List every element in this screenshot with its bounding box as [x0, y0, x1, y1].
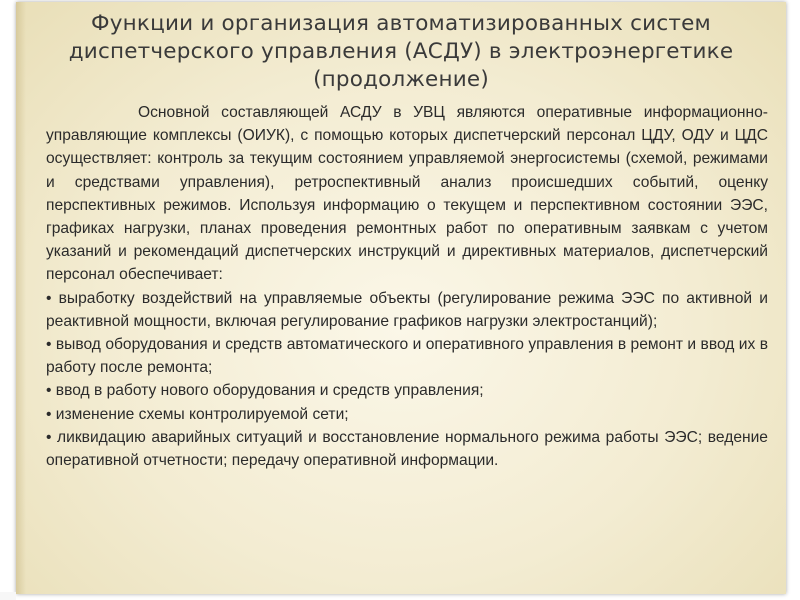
bullet-item-3: • ввод в работу нового оборудования и средств управления;: [46, 379, 768, 402]
title-line-3: (продолжение): [313, 67, 489, 92]
slide-body: [46, 101, 768, 472]
slide-title: [36, 10, 766, 94]
title-line-1: Функции и организация автоматизированных систем: [91, 11, 711, 36]
slide-edge-shade: [16, 2, 26, 594]
bullet-item-1: • выработку воздействий на управляемые объекты (регулирование режима ЭЭС по активной и реактивной мощности, включая регулирование графиков нагрузки электростанций);: [46, 287, 768, 333]
intro-paragraph: Основной составляющей АСДУ в УВЦ являются оперативные информационно-управляющие комплексы (ОИУК), с помощью которых диспетчерский персонал ЦДУ, ОДУ и ЦДС осуществляет: контроль за текущим состоянием управляемой энергосистемы (схемой, режимами и средствами управления), ретроспективный анализ происшедших событий, оценку перспективных режимов. Используя информацию о текущем и перспективном состоянии ЭЭС, графиках нагрузки, планах проведения ремонтных работ по оперативным заявкам с учетом указаний и рекомендаций диспетчерских инструкций и директивных материалов, диспетчерский персонал обеспечивает:: [46, 104, 768, 284]
bullet-item-4: • изменение схемы контролируемой сети;: [46, 403, 768, 426]
title-line-2: диспетчерского управления (АСДУ) в электроэнергетике: [68, 39, 734, 64]
slide: [16, 2, 786, 594]
frame-corner: [0, 592, 16, 600]
bullet-item-2: • вывод оборудования и средств автоматического и оперативного управления в ремонт и ввод их в работу после ремонта;: [46, 333, 768, 379]
bullet-item-5: • ликвидацию аварийных ситуаций и восстановление нормального режима работы ЭЭС; ведение оперативной отчетности; передачу оперативной информации.: [46, 426, 768, 472]
